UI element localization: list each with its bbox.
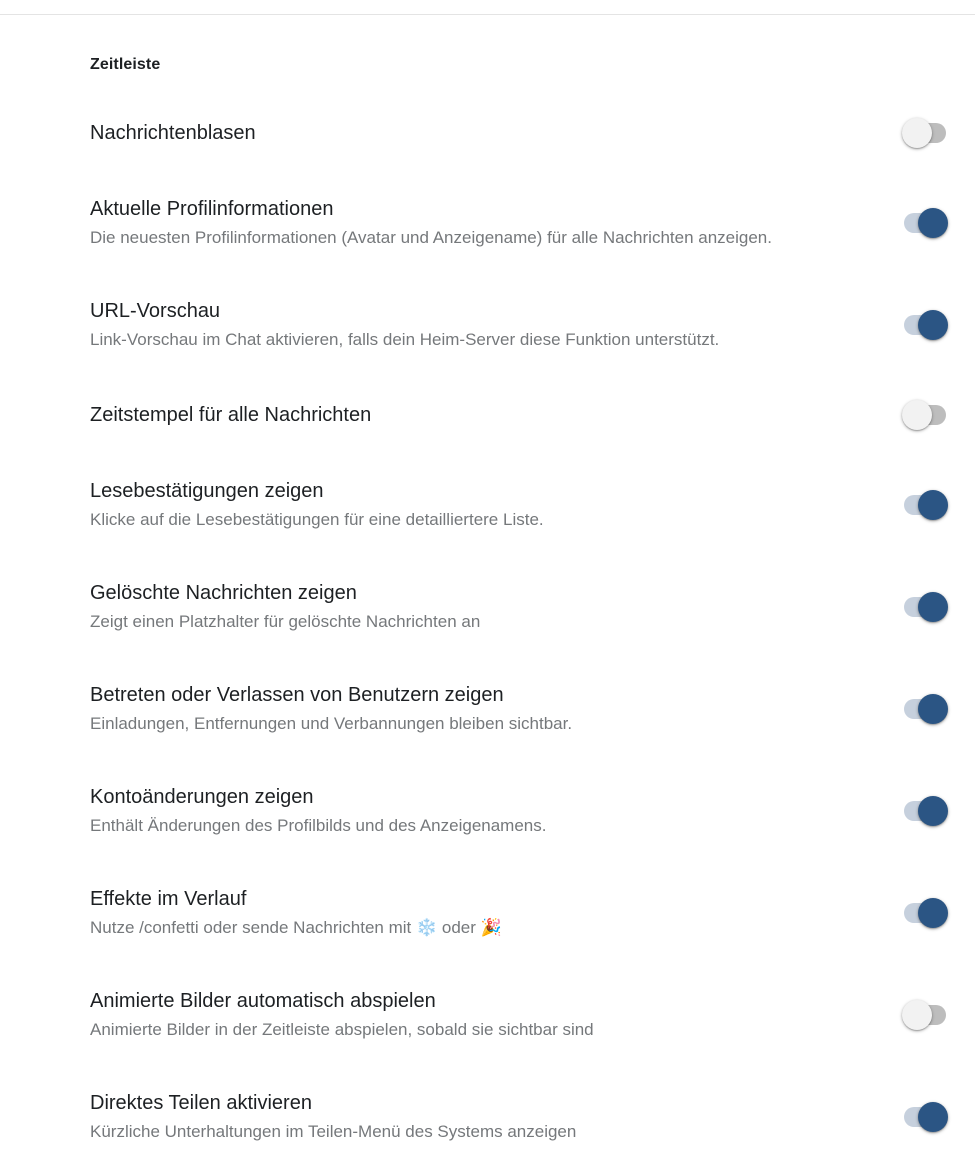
setting-text [90, 988, 782, 1042]
setting-text [90, 1090, 782, 1144]
switch-thumb [918, 208, 948, 238]
toggle-switch[interactable] [902, 694, 948, 724]
setting-row[interactable] [90, 886, 948, 940]
toggle-switch[interactable] [902, 400, 948, 430]
setting-text [90, 478, 782, 532]
toggle-switch[interactable] [902, 1000, 948, 1030]
setting-subtitle: Enthält Änderungen des Profilbilds und des Anzeigenamens. [90, 816, 547, 835]
setting-text [90, 886, 782, 940]
setting-text [90, 580, 782, 634]
setting-row[interactable] [90, 400, 948, 430]
setting-title: Animierte Bilder automatisch abspielen [90, 990, 436, 1012]
setting-subtitle: Zeigt einen Platzhalter für gelöschte Nachrichten an [90, 612, 481, 631]
toggle-switch[interactable] [902, 796, 948, 826]
setting-title: Zeitstempel für alle Nachrichten [90, 404, 372, 426]
setting-subtitle: Animierte Bilder in der Zeitleiste abspielen, sobald sie sichtbar sind [90, 1020, 594, 1039]
setting-title: URL-Vorschau [90, 300, 221, 322]
setting-row[interactable] [90, 988, 948, 1042]
setting-text [90, 784, 782, 838]
setting-title: Direktes Teilen aktivieren [90, 1092, 312, 1114]
toggle-switch[interactable] [902, 592, 948, 622]
setting-title: Aktuelle Profilinformationen [90, 198, 334, 220]
setting-row[interactable] [90, 682, 948, 736]
section-title-timeline: Zeitleiste [90, 56, 161, 73]
switch-thumb [902, 1000, 932, 1030]
setting-subtitle: Einladungen, Entfernungen und Verbannungen bleiben sichtbar. [90, 714, 573, 733]
setting-row[interactable] [90, 298, 948, 352]
setting-row[interactable] [90, 580, 948, 634]
setting-subtitle: Link-Vorschau im Chat aktivieren, falls dein Heim-Server diese Funktion unterstützt. [90, 330, 720, 349]
switch-thumb [902, 118, 932, 148]
setting-text [90, 120, 782, 146]
switch-thumb [918, 310, 948, 340]
settings-list [90, 118, 948, 1144]
setting-text [90, 682, 782, 736]
switch-thumb [918, 1102, 948, 1132]
setting-text [90, 402, 782, 428]
setting-title: Betreten oder Verlassen von Benutzern zeigen [90, 684, 504, 706]
setting-row[interactable] [90, 118, 948, 148]
setting-row[interactable] [90, 1090, 948, 1144]
toggle-switch[interactable] [902, 208, 948, 238]
toggle-switch[interactable] [902, 118, 948, 148]
toggle-switch[interactable] [902, 490, 948, 520]
setting-title: Lesebestätigungen zeigen [90, 480, 324, 502]
setting-text [90, 196, 782, 250]
timeline-settings-section [0, 15, 975, 1167]
setting-row[interactable] [90, 196, 948, 250]
switch-thumb [918, 694, 948, 724]
setting-subtitle: Klicke auf die Lesebestätigungen für eine detailliertere Liste. [90, 510, 544, 529]
setting-subtitle: Kürzliche Unterhaltungen im Teilen-Menü des Systems anzeigen [90, 1122, 577, 1141]
setting-title: Nachrichtenblasen [90, 122, 256, 144]
switch-thumb [902, 400, 932, 430]
switch-thumb [918, 898, 948, 928]
setting-title: Effekte im Verlauf [90, 888, 247, 910]
setting-text [90, 298, 782, 352]
switch-thumb [918, 592, 948, 622]
setting-title: Gelöschte Nachrichten zeigen [90, 582, 357, 604]
setting-row[interactable] [90, 478, 948, 532]
setting-subtitle: Die neuesten Profilinformationen (Avatar und Anzeigename) für alle Nachrichten anzeigen. [90, 228, 772, 247]
toggle-switch[interactable] [902, 310, 948, 340]
switch-thumb [918, 490, 948, 520]
setting-title: Kontoänderungen zeigen [90, 786, 314, 808]
setting-row[interactable] [90, 784, 948, 838]
toggle-switch[interactable] [902, 898, 948, 928]
setting-subtitle: Nutze /confetti oder sende Nachrichten mit ❄️ oder 🎉 [90, 918, 502, 937]
switch-thumb [918, 796, 948, 826]
toggle-switch[interactable] [902, 1102, 948, 1132]
